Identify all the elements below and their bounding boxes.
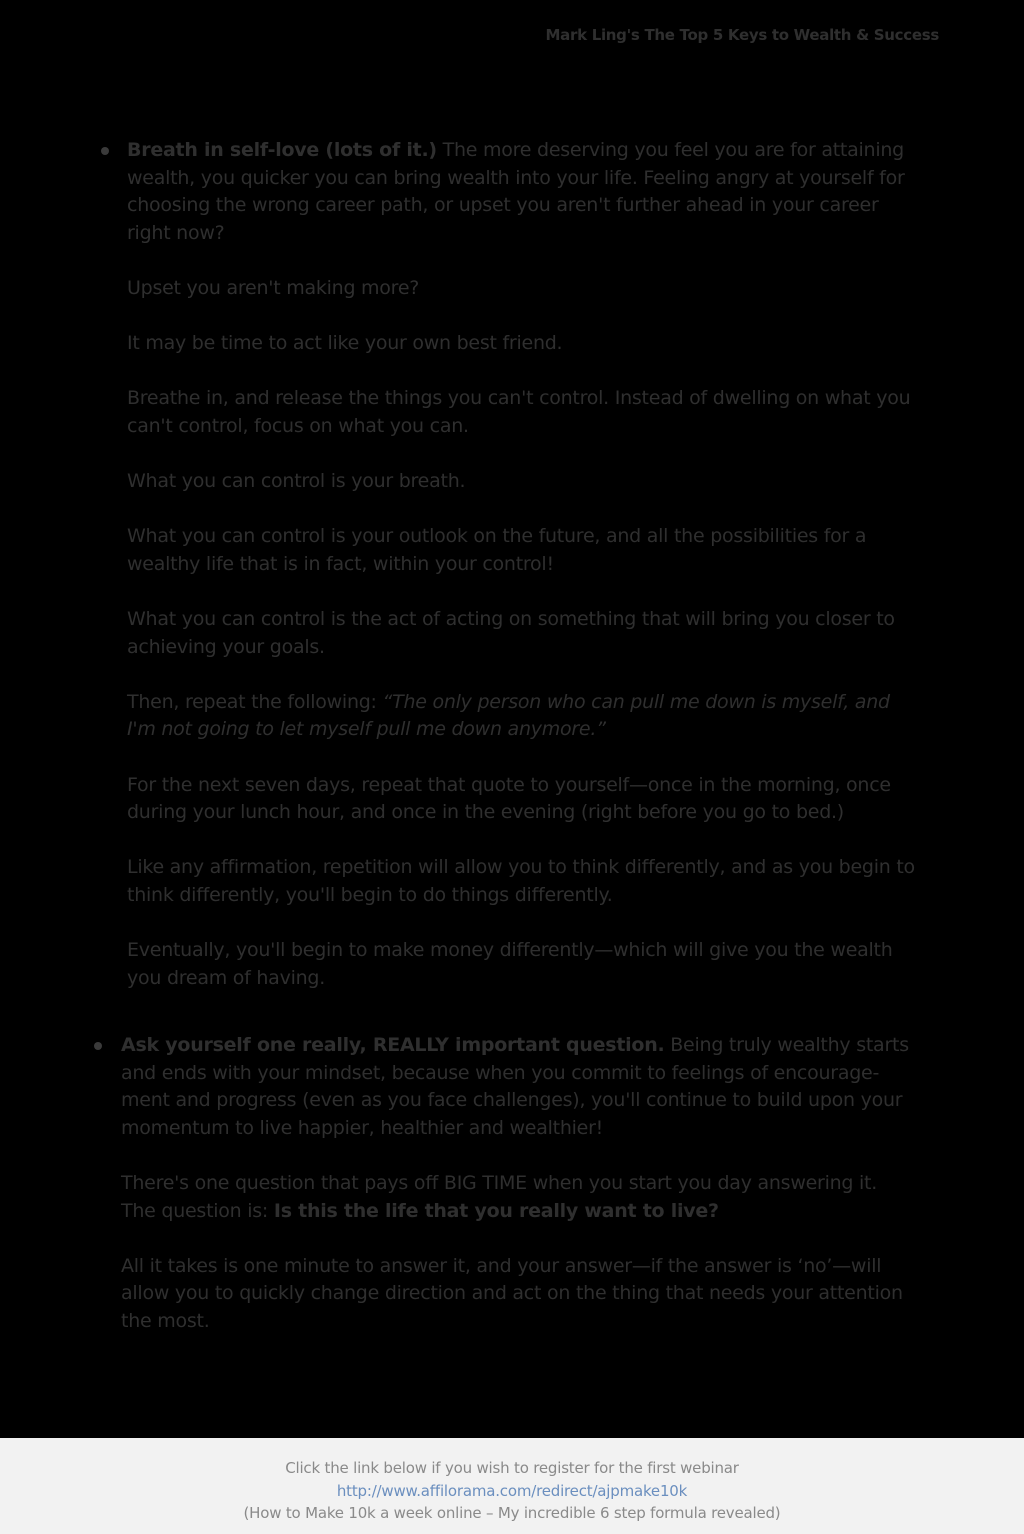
paragraph: All it takes is one minute to answer it, and your answer—if the answer is ‘no’—will allow you to quickly change direction and act on the thing that needs your attention the most. — [121, 1254, 903, 1332]
affirmation-quote: “The only person who can pull me down is myself, and I'm not going to let myself pull me down anymore.” — [127, 690, 890, 741]
bullet-1 — [101, 147, 109, 155]
paragraph: Upset you aren't making more? — [127, 276, 420, 299]
paragraph: What you can control is your breath. — [127, 470, 466, 493]
paragraph: Like any affirmation, repetition will allow you to think differently, and as you begin to think differently, you'll begin to do things differently. — [127, 856, 915, 907]
webinar-link[interactable]: http://www.affilorama.com/redirect/ajpmake10k — [336, 1481, 688, 1500]
footer-webinar-title: (How to Make 10k a week online – My incredible 6 step formula revealed) — [243, 1504, 781, 1522]
paragraph-text: Then, repeat the following: — [127, 690, 383, 713]
footer-banner — [0, 1438, 1024, 1534]
footer-register-text: Click the link below if you wish to register for the first webinar — [285, 1459, 739, 1477]
section-important-question — [121, 1032, 911, 1336]
paragraph — [127, 689, 917, 744]
paragraph-text: There's one question that pays off BIG TIME when you start you day answering it. The question is: — [121, 1171, 878, 1222]
paragraph: Breathe in, and release the things you can't control. Instead of dwelling on what you can't control, focus on what you can. — [127, 387, 911, 437]
paragraph — [121, 1032, 911, 1142]
paragraph-text: The more deserving you feel you are for attaining wealth, you quicker you can bring wealth into your life. Feeling angry at yourself for choosing the wrong career path, or upset you aren't further ahead in your career right now? — [127, 139, 905, 244]
section-heading: Ask yourself one really, REALLY important question. — [121, 1034, 665, 1056]
paragraph: Eventually, you'll begin to make money differently—which will give you the wealth you dream of having. — [127, 939, 893, 989]
paragraph: For the next seven days, repeat that quote to yourself—once in the morning, once during your lunch hour, and once in the evening (right before you go to bed.) — [127, 773, 891, 824]
paragraph: What you can control is your outlook on the future, and all the possibilities for a wealthy life that is in fact, within your control! — [127, 525, 867, 575]
bullet-2 — [94, 1042, 102, 1050]
paragraph: It may be time to act like your own best friend. — [127, 332, 563, 355]
paragraph: What you can control is the act of acting on something that will bring you closer to achieving your goals. — [127, 608, 895, 658]
paragraph — [127, 137, 917, 247]
document-header: Mark Ling's The Top 5 Keys to Wealth & Success — [545, 26, 939, 44]
section-self-love — [127, 137, 917, 992]
paragraph-text: Being truly wealthy starts and ends with your mindset, because when you commit to feelings of encourage-ment and progress (even as you face challenges), you'll continue to build upon your momentum to live happier, healthier and wealthier! — [121, 1034, 909, 1139]
paragraph — [121, 1170, 911, 1225]
section-heading: Breath in self-love (lots of it.) — [127, 139, 437, 161]
key-question: Is this the life that you really want to live? — [273, 1199, 719, 1222]
